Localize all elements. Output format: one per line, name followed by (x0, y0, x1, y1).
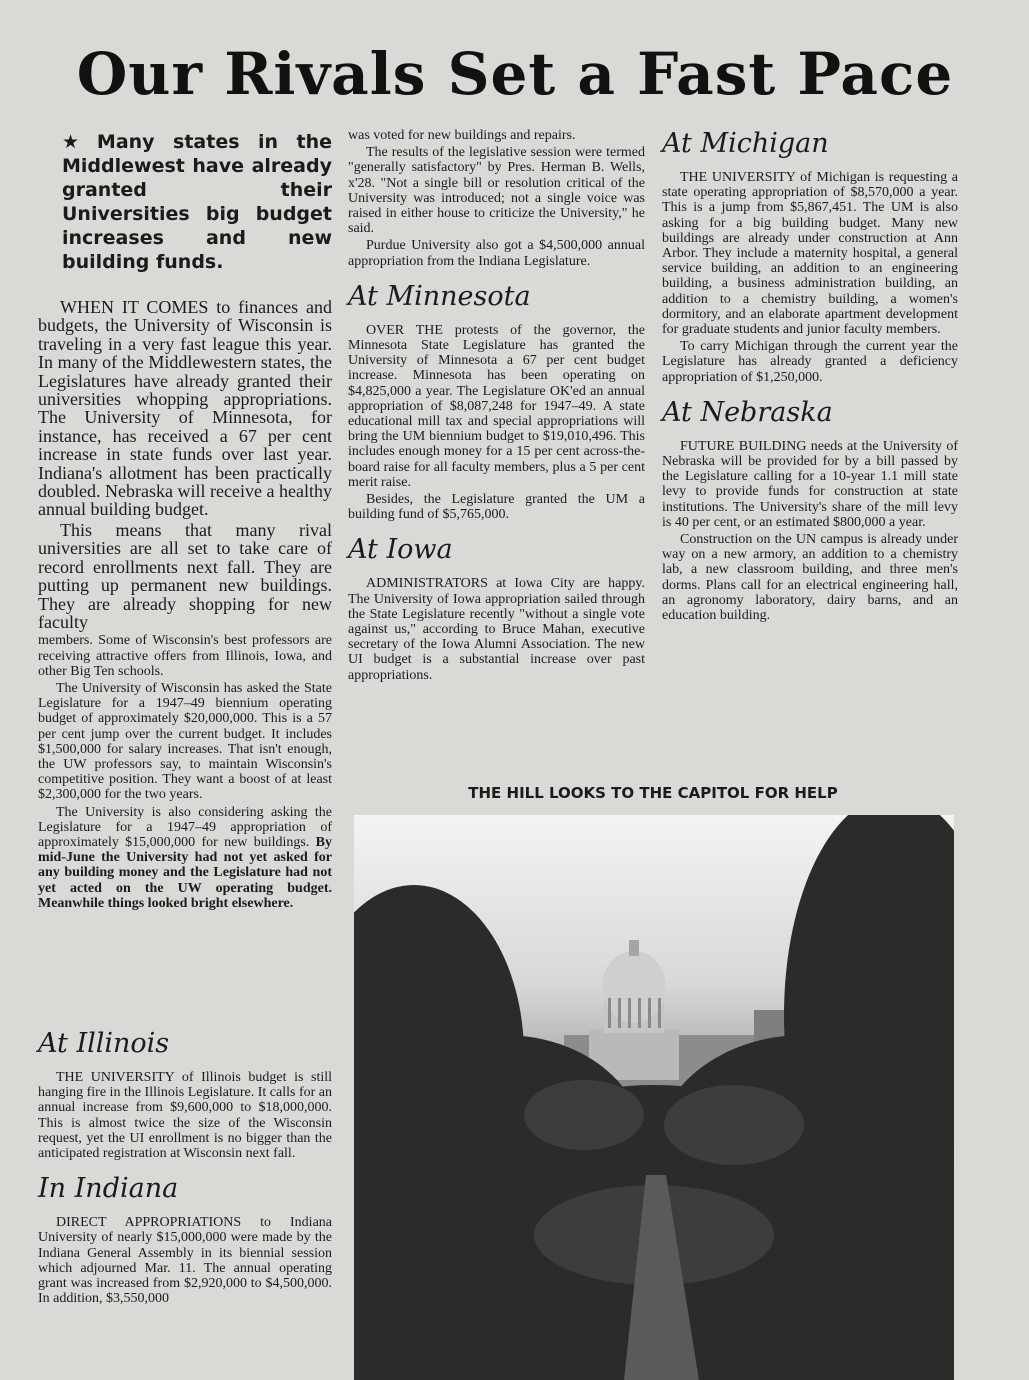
capitol-photo (354, 815, 954, 1380)
intro-bold-text: By mid-June the University had not yet asked for any building money and the Legislature had not yet acted on the UW operating budget. Meanwhile things looked bright elsewhere. (38, 834, 332, 911)
deck (62, 130, 332, 274)
intro-paragraph: The University of Wisconsin has asked the State Legislature for a 1947–49 biennium operating budget of approximately $20,000,000. This is a 57 per cent jump over the current budget. It includes $1,500,000 for salary increases. That isn't enough, the UW professors say, to maintain Wisconsin's competitive position. They want a boost of at least $2,300,000 for the two years. (38, 680, 332, 803)
intro-paragraph: This means that many rival universities are all set to take care of record enrollments next fall. They are putting up permanent new buildings. They are already shopping for new faculty (38, 519, 332, 632)
column-2 (348, 128, 645, 685)
star-icon: ★ (62, 131, 91, 153)
section-title-minnesota: At Minnesota (348, 280, 531, 312)
illinois-paragraph: THE UNIVERSITY of Illinois budget is still hanging fire in the Illinois Legislature. It calls for an annual increase from $9,600,000 to $18,000,000. This is almost twice the size of the Wisconsin request, yet the UI enrollment is no bigger than the anticipated registration at Wisconsin next fall. (38, 1070, 332, 1162)
minnesota-paragraph: OVER THE protests of the governor, the Minnesota State Legislature has granted the University of Minnesota a 67 per cent budget increase. Minnesota has been operating on $4,825,000 a year. The Legislature OK'ed an annual appropriation of $8,087,248 for 1947–49. A state educational mill tax and special appropriations will bring the UM biennium budget to $19,010,496. This includes enough money for a 15 per cent across-the-board raise for all faculty members, plus a 5 per cent merit raise. (348, 322, 645, 490)
indiana-paragraph: The results of the legislative session were termed "generally satisfactory" by Pres. Herman B. Wells, x'28. "Not a single bill or resolution critical of the University was introduced; not a single voice was raised in either house to criticize the University," he said. (348, 145, 645, 237)
photo-caption: THE HILL LOOKS TO THE CAPITOL FOR HELP (468, 784, 838, 802)
indiana-paragraph: Purdue University also got a $4,500,000 annual appropriation from the Indiana Legislature. (348, 238, 645, 269)
capitol-lantern (629, 940, 639, 956)
column-3 (662, 128, 958, 625)
capitol-photo-drawing (354, 815, 954, 1380)
intro-plain-text: The University is also considering asking the Legislature for a 1947–49 appropriation of approximately $15,000,000 for new buildings. (38, 804, 332, 850)
column-1-lower (38, 1022, 332, 1308)
column-1 (38, 130, 332, 913)
nebraska-paragraph: FUTURE BUILDING needs at the University of Nebraska will be provided for by a bill passed by the Legislature calling for a 10-year 1.1 mill state levy to provide funds for construction at state institutions. The University's share of the mill levy is 40 per cent, or an estimated $800,000 a year. (662, 438, 958, 530)
headline: Our Rivals Set a Fast Pace (76, 40, 954, 108)
section-title-illinois: At Illinois (38, 1028, 170, 1059)
minnesota-paragraph: Besides, the Legislature granted the UM a building fund of $5,765,000. (348, 492, 645, 523)
intro-paragraph: members. Some of Wisconsin's best professors are receiving attractive offers from Illinois, Iowa, and other Big Ten schools. (38, 633, 332, 679)
intro-paragraph: WHEN IT COMES to finances and budgets, the University of Wisconsin is traveling in a very fast league this year. In many of the Middlewestern states, the Legislatures have already granted their universities whopping appropriations. The University of Minnesota, for instance, has received a 67 per cent increase in state funds over last year. Indiana's allotment has been practically doubled. Nebraska will receive a healthy annual building budget. (38, 297, 332, 520)
indiana-paragraph: was voted for new buildings and repairs. (348, 128, 576, 143)
section-title-nebraska: At Nebraska (662, 396, 833, 428)
section-title-indiana: In Indiana (38, 1173, 179, 1205)
capitol-dome (602, 951, 666, 1023)
michigan-paragraph: THE UNIVERSITY of Michigan is requesting a state operating appropriation of $8,570,000 a year. This is a jump from $5,867,451. The UM is also asking for a big building budget. Many new buildings are already under construction at Ann Arbor. They include a maternity hospital, a general service building, an addition to an engineering building, a business administration building, an addition to a chemistry building, a women's dormitory, and an elaborate apartment development for graduate students and junior faculty members. (662, 170, 958, 338)
indiana-paragraph: DIRECT APPROPRIATIONS to Indiana University of nearly $15,000,000 were made by the Indiana General Assembly in its biennial session which adjourned Mar. 11. The annual operating grant was increased from $2,920,000 to $4,500,000. In addition, $3,550,000 (38, 1215, 332, 1307)
iowa-paragraph: ADMINISTRATORS at Iowa City are happy. The University of Iowa appropriation sailed through the State Legislature recently "without a single vote against us," according to Bruce Mahan, executive secretary of the Iowa Alumni Association. The new UI budget is a substantial increase over past appropriations. (348, 576, 645, 683)
section-title-michigan: At Michigan (662, 128, 829, 159)
deck-text: Many states in the Middlewest have already granted their Universities big budget increases and new building funds. (62, 131, 332, 273)
section-title-iowa: At Iowa (348, 534, 453, 566)
nebraska-paragraph: Construction on the UN campus is already under way on a new armory, an addition to a chemistry lab, a new classroom building, and three men's dorms. Plans call for an electrical engineering hall, an agronomy laboratory, dairy barns, and an education building. (662, 532, 958, 624)
michigan-paragraph: To carry Michigan through the current year the Legislature has already granted a deficiency appropriation of $1,250,000. (662, 339, 958, 385)
intro-paragraph (38, 805, 332, 911)
